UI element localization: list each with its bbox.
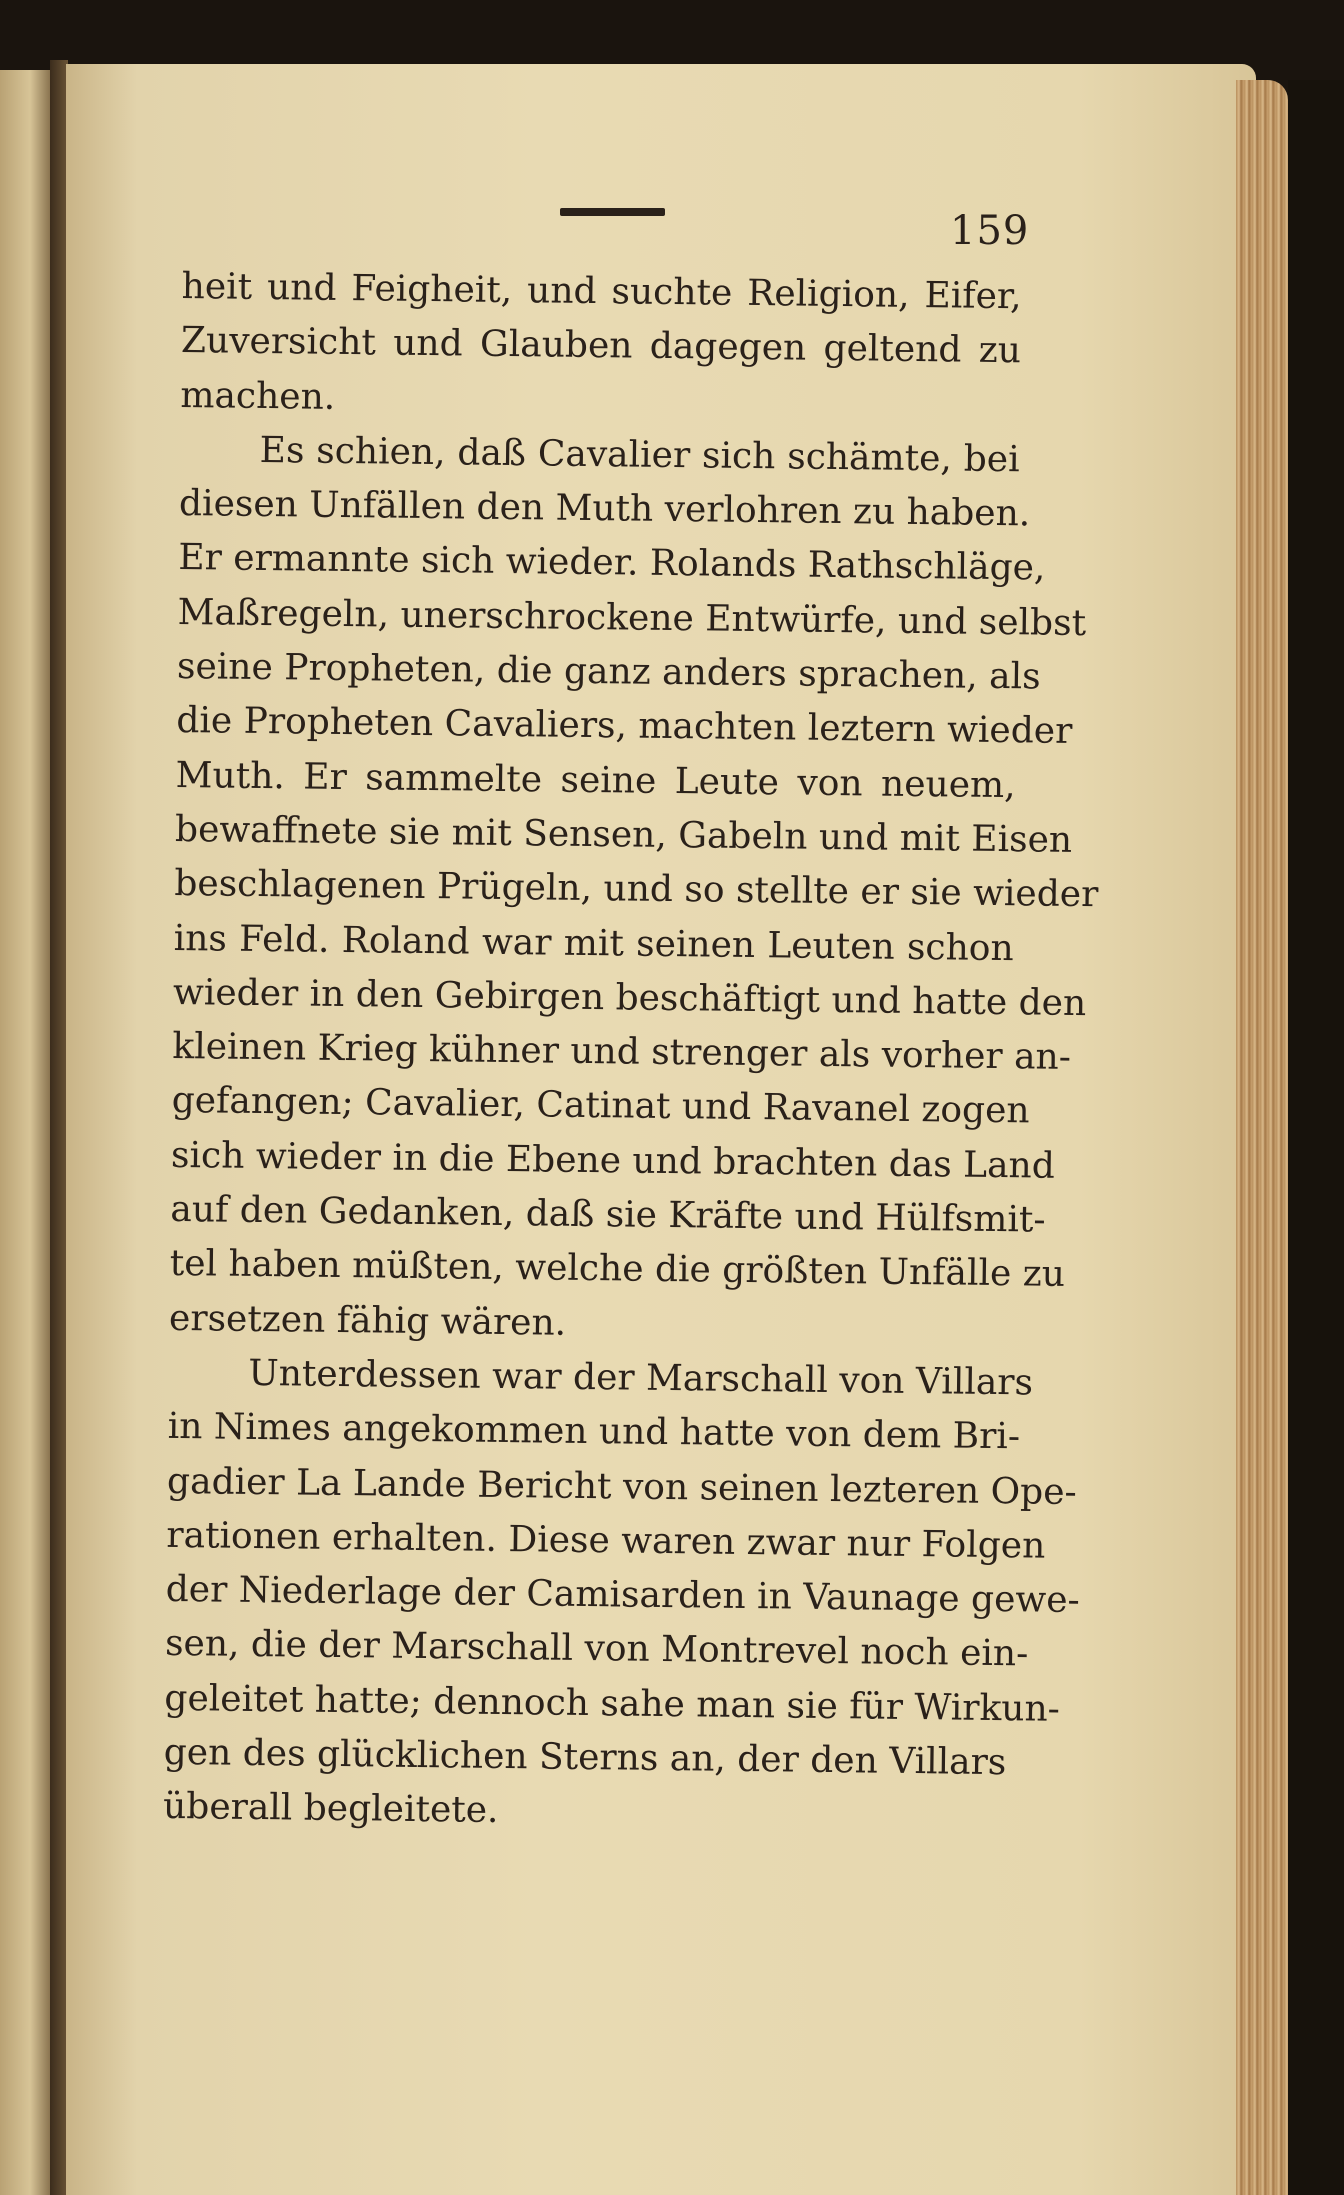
page-number: 159 (950, 208, 1030, 254)
background-shadow (1288, 80, 1344, 2195)
text-line: Er ermannte sich wieder. Rolands Rathschläge, (178, 537, 1046, 590)
text-line: Muth. Er sammelte seine Leute von neuem, (175, 754, 1016, 806)
text-line: sich wieder in die Ebene und brachten das Land (170, 1134, 1056, 1187)
text-line: gen des glücklichen Sterns an, der den Villars (163, 1731, 1007, 1784)
text-line: kleinen Krieg kühner und strenger als vorher an- (172, 1026, 1072, 1079)
text-line: der Niederlage der Camisarden in Vaunage gewe- (165, 1569, 1080, 1622)
text-line: ersetzen fähig wären. (168, 1297, 567, 1344)
text-line: seine Propheten, die ganz anders sprachen, als (176, 646, 1041, 698)
text-line: Zuversicht und Glauben dagegen geltend zu (180, 320, 1022, 372)
text-line: gadier La Lande Bericht von seinen lezteren Ope- (166, 1460, 1077, 1513)
page-edges (1236, 80, 1288, 2195)
text-line: diesen Unfällen den Muth verlohren zu haben. (178, 483, 1031, 535)
text-line: machen. (180, 374, 336, 418)
text-line: tel haben müßten, welche die größten Unfälle zu (169, 1243, 1066, 1296)
text-line: Unterdessen war der Marschall von Villars (248, 1352, 1034, 1404)
text-line: rationen erhalten. Diese waren zwar nur Folgen (166, 1514, 1046, 1567)
text-line: die Propheten Cavaliers, machten leztern wieder (176, 700, 1073, 753)
text-line: wieder in den Gebirgen beschäftigt und hatte den (172, 971, 1087, 1024)
text-line: geleitet hatte; dennoch sahe man sie für Wirkun- (164, 1677, 1061, 1730)
text-line: überall begleitete. (162, 1786, 499, 1832)
facing-page-edge (0, 70, 50, 2195)
text-line: ins Feld. Roland war mit seinen Leuten schon (173, 917, 1014, 969)
header-rule (560, 208, 665, 216)
text-line: gefangen; Cavalier, Catinat und Ravanel zogen (171, 1080, 1030, 1132)
body-text (162, 260, 1099, 1845)
text-line: sen, die der Marschall von Montrevel noch ein- (164, 1623, 1029, 1675)
text-line: Maßregeln, unerschrockene Entwürfe, und selbst (177, 591, 1087, 644)
text-line: beschlagenen Prügeln, und so stellte er sie wieder (174, 863, 1099, 916)
text-line: bewaffnete sie mit Sensen, Gabeln und mit Eisen (174, 808, 1073, 861)
text-line: auf den Gedanken, daß sie Kräfte und Hülfsmit- (170, 1188, 1046, 1241)
text-line: heit und Feigheit, und suchte Religion, Eifer, (181, 265, 1022, 318)
text-line: Es schien, daß Cavalier sich schämte, bei (259, 429, 1020, 481)
text-line: in Nimes angekommen und hatte von dem Bri- (167, 1406, 1021, 1458)
